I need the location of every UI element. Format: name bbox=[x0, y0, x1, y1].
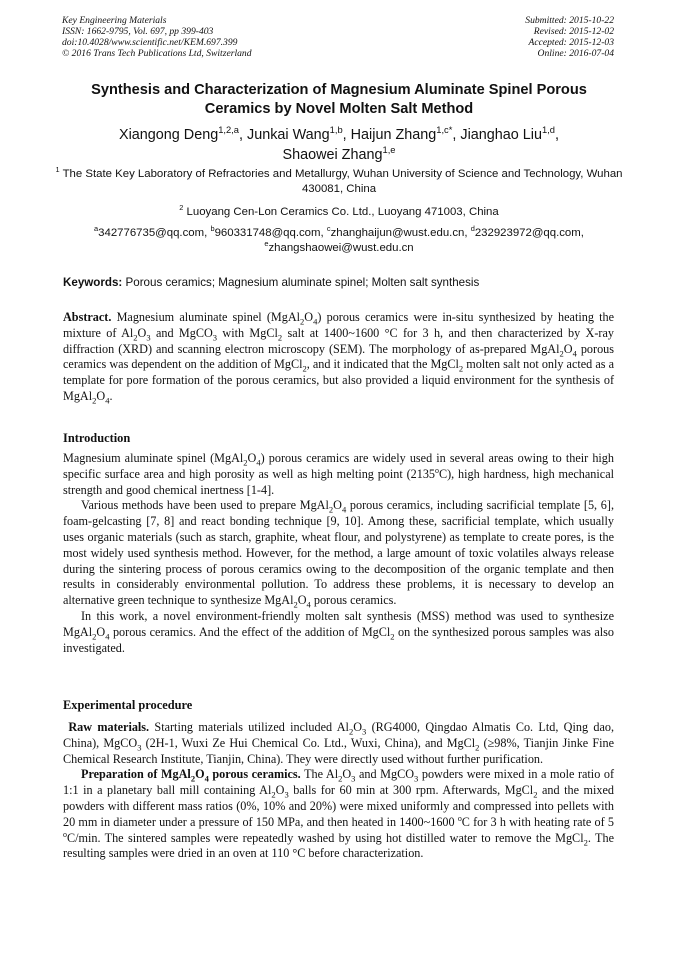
accepted-date: Accepted: 2015-12-03 bbox=[528, 37, 614, 48]
affiliation-marker: 2 bbox=[179, 203, 184, 213]
keywords bbox=[63, 276, 479, 289]
abstract bbox=[63, 310, 614, 405]
paper-title bbox=[40, 81, 638, 119]
introduction-heading: Introduction bbox=[63, 431, 131, 445]
keywords-label: Keywords: bbox=[63, 276, 123, 289]
keywords-text: Porous ceramics; Magnesium aluminate spinel; Molten salt synthesis bbox=[125, 276, 480, 289]
email-entry: $^b$960331748@qq.com, bbox=[210, 224, 327, 239]
affiliation-2 bbox=[40, 205, 638, 220]
publication-dates bbox=[525, 15, 614, 59]
journal-copyright: © 2016 Trans Tech Publications Ltd, Switzerland bbox=[62, 48, 252, 59]
email-entry: $^a$342776735@qq.com, bbox=[94, 224, 211, 239]
preparation-label: Preparation of $MgAl_2O_4$ porous ceramics. bbox=[81, 767, 301, 784]
journal-issn: ISSN: 1662-9795, Vol. 697, pp 399-403 bbox=[62, 26, 214, 37]
author: Junkai Wang$^{1,b}$, bbox=[247, 125, 351, 143]
author: Shaowei Zhang$^{1,e}$ bbox=[282, 145, 396, 163]
journal-name: Key Engineering Materials bbox=[62, 15, 167, 26]
journal-doi: doi:10.4028/www.scientific.net/KEM.697.399 bbox=[62, 37, 238, 48]
online-date: Online: 2016-07-04 bbox=[537, 48, 614, 59]
abstract-text: Magnesium aluminate spinel $(MgAl_2O_4)$ porous ceramics were in-situ synthesized by heating the mixture of $Al_2O_3$ and MgCO$_3$ with MgCl$_2$ salt at 1400~1600 °C for 3 h, and then characterized by X-ray diffraction (XRD) and scanning electron microscopy (SEM). The morphology of as-prepared $MgAl_2O_4$ porous ceramics was dependent on the addition of MgCl$_2$, and it indicated that the MgCl$_2$ molten salt not only acted as a template for pore formation of the porous ceramics, but also provided a liquid environment for the synthesis of $MgAl_2O_4$. bbox=[63, 310, 614, 406]
email-entry: $^c$zhanghaijun@wust.edu.cn, bbox=[326, 224, 471, 239]
paragraph bbox=[63, 720, 614, 767]
affiliation-1 bbox=[40, 167, 638, 197]
paragraph: Magnesium aluminate spinel $(MgAl_2O_4)$ porous ceramics are widely used in several areas owing to their high specific surface area and high porosity as well as high melting point (2135$^o$C), high hardness, high mechanical strength and good chemical inertness [1-4]. bbox=[63, 451, 614, 497]
email-list bbox=[40, 226, 638, 256]
journal-info bbox=[62, 15, 252, 59]
affiliation-text: The State Key Laboratory of Refractories and Metallurgy, Wuhan University of Science and Technology, Wuhan 430081, China bbox=[62, 168, 623, 195]
email-entry: $^d$232923972@qq.com, bbox=[470, 224, 584, 239]
paragraph: Various methods have been used to prepare $MgAl_2O_4$ porous ceramics, including sacrificial template [5, 6], foam-gelcasting [7, 8] and react bonding technique [9, 10]. Among these, sacrificial template, which usually uses organic materials (such as starch, graphite, wheat flour, and polystyrene) as template to create pores, is the most widely used synthesis method. However, for the method, a large amount of toxic volatiles always release during the sintering process of porous ceramics owing to the decomposition of the organic template and then results in considerably environmental pollution. To address these problems, it is necessary to develop an alternative green technique to synthesize $MgAl_2O_4$ porous ceramics. bbox=[63, 498, 614, 610]
abstract-label: Abstract. bbox=[63, 310, 112, 324]
paragraph bbox=[63, 767, 614, 862]
author: Xiangong Deng$^{1,2,a}$, bbox=[118, 125, 247, 143]
raw-materials-text: Starting materials utilized included $Al_2O_3$ (RG4000, Qingdao Almatis Co. Ltd, Qing dao, China), MgCO$_3$ (2H-1, Wuxi Ze Hui Chemical Co. Ltd., Wuxi, China), and MgCl$_2$ (≥98%, Tianjin Jinke Fine Chemical Research Institute, Tianjin, China). They were directly used without further purification. bbox=[63, 720, 615, 766]
title-line-1: Synthesis and Characterization of Magnesium Aluminate Spinel Porous bbox=[91, 82, 587, 98]
experimental-body bbox=[63, 720, 614, 862]
affiliation-marker: 1 bbox=[55, 165, 60, 175]
experimental-heading: Experimental procedure bbox=[63, 698, 193, 712]
author: Haijun Zhang$^{1,c*}$, bbox=[350, 125, 461, 143]
title-line-2: Ceramics by Novel Molten Salt Method bbox=[204, 101, 474, 117]
preparation-text: The $Al_2O_3$ and MgCO$_3$ powders were mixed in a mole ratio of 1:1 in a planetary ball mill containing $Al_2O_3$ balls for 60 min at 300 rpm. Afterwards, MgCl$_2$ and the mixed powders with different mass ratios (0%, 10% and 20%) were mixed uniformly and compressed into pellets with 20 mm in diameter under a pressure of 150 MPa, and then heated in 1400~1600 $^o$C for 3 h with heating rate of 5 $^o$C/min. The sintered samples were repeatedly washed by using hot distilled water to remove the MgCl$_2$. The resulting samples were dried in an oven at 110 °C before characterization. bbox=[63, 767, 614, 861]
introduction-body bbox=[63, 451, 614, 656]
submitted-date: Submitted: 2015-10-22 bbox=[525, 15, 614, 26]
raw-materials-label: Raw materials. bbox=[68, 720, 150, 734]
author-list bbox=[40, 125, 638, 165]
author: Jianghao Liu$^{1,d}$, bbox=[460, 125, 559, 143]
affiliation-text: Luoyang Cen-Lon Ceramics Co. Ltd., Luoyang 471003, China bbox=[186, 206, 499, 218]
paragraph: In this work, a novel environment-friendly molten salt synthesis (MSS) method was used to synthesize $MgAl_2O_4$ porous ceramics. And the effect of the addition of MgCl$_2$ on the synthesized porous samples was also investigated. bbox=[63, 608, 614, 655]
revised-date: Revised: 2015-12-02 bbox=[533, 26, 614, 37]
email-entry: $^e$zhangshaowei@wust.edu.cn bbox=[264, 239, 414, 254]
